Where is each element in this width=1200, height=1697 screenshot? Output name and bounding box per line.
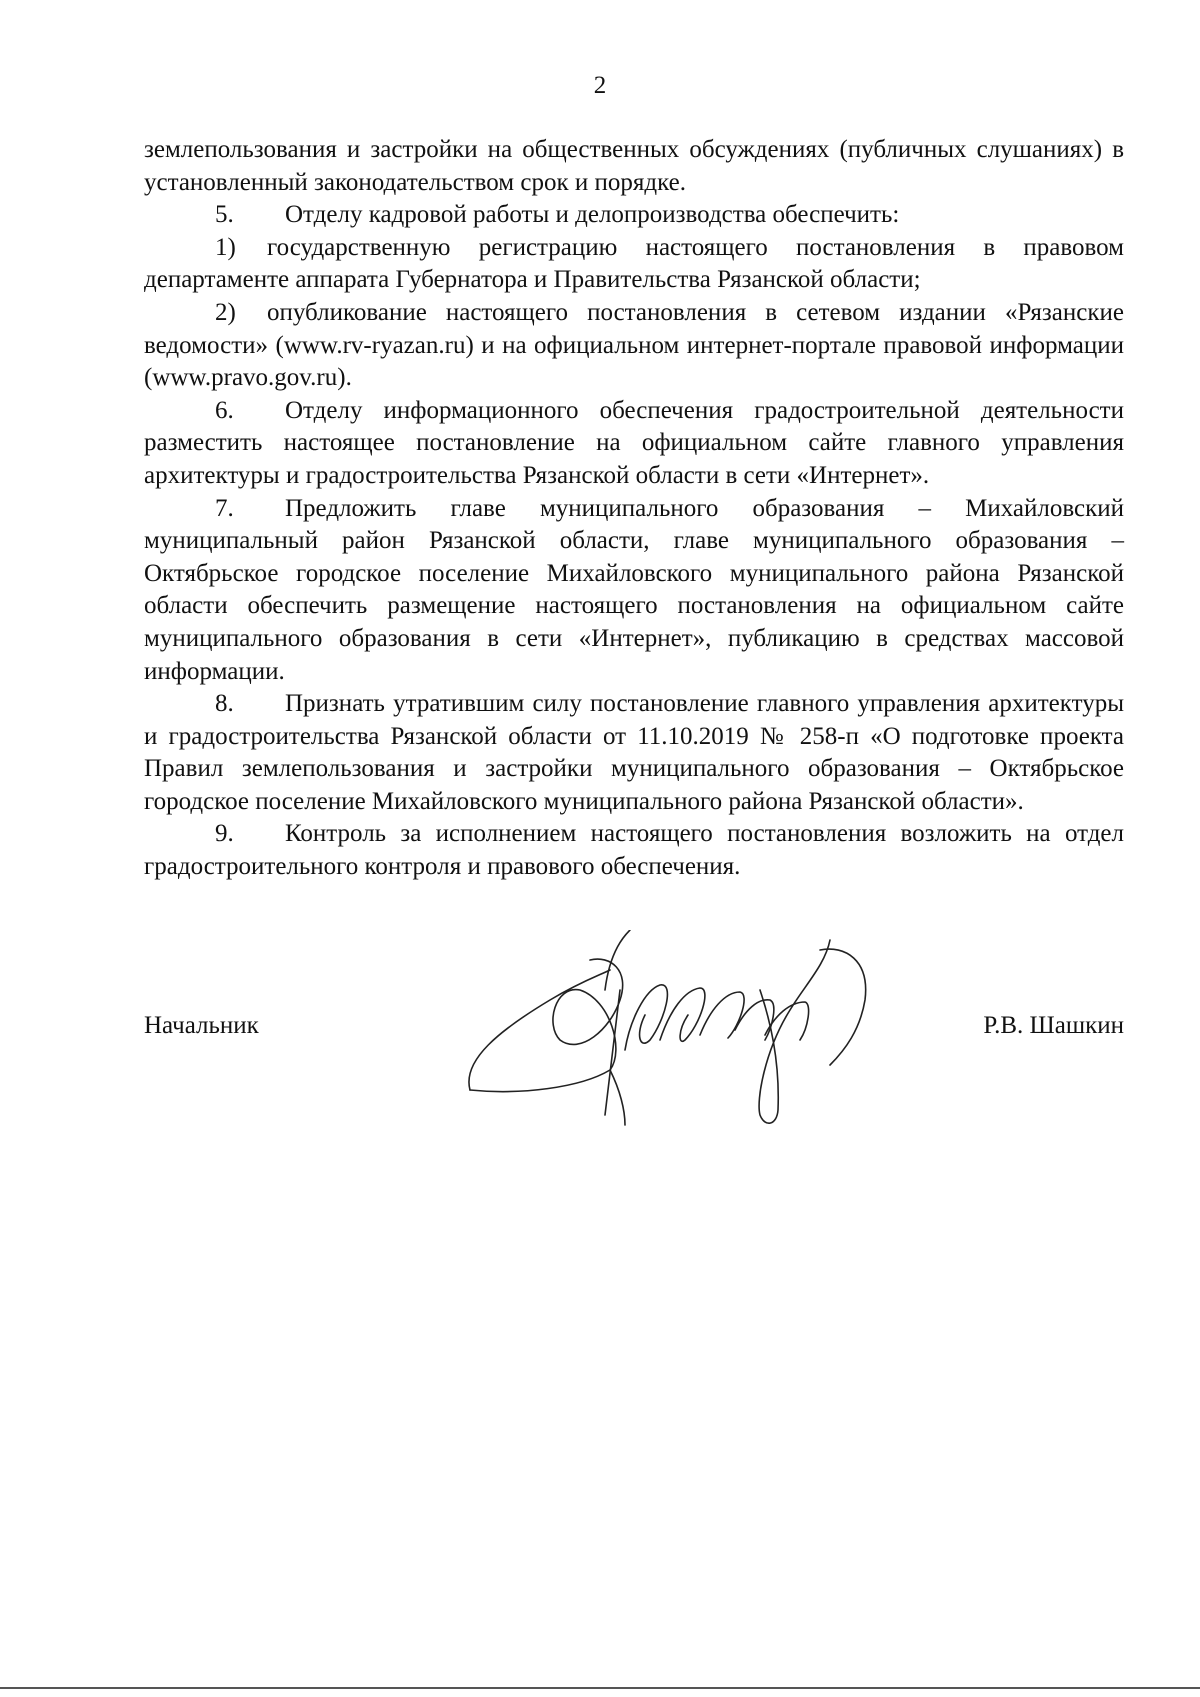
paragraph-text: Предложить главе муниципального образования – Михайловский муниципальный район Рязанской области, главе муниципального образования – Октябрьское городское поселение Михайловского муниципального района Рязанской области обеспечить размещение настоящего постановления на официальном сайте муниципального образования в сети «Интернет», публикацию в средствах массовой информации. bbox=[144, 494, 1124, 685]
paragraph-item-7 bbox=[144, 493, 1124, 689]
paragraph-continuation bbox=[144, 134, 1124, 199]
paragraph-text: Отделу информационного обеспечения градостроительной деятельности разместить настоящее постановление на официальном сайте главного управления архитектуры и градостроительства Рязанской области в сети «Интернет». bbox=[144, 396, 1124, 489]
scan-edge-divider bbox=[0, 1687, 1200, 1689]
signature-block bbox=[144, 1010, 1124, 1050]
document-body bbox=[144, 134, 1124, 884]
paragraph-number: 1) bbox=[215, 233, 236, 261]
paragraph-number: 6. bbox=[215, 396, 234, 424]
paragraph-number: 2) bbox=[215, 298, 236, 326]
paragraph-item-5 bbox=[144, 199, 1124, 232]
paragraph-number: 9. bbox=[215, 820, 234, 848]
paragraph-text: государственную регистрацию настоящего постановления в правовом департаменте аппарата Губернатора и Правительства Рязанской области; bbox=[144, 233, 1124, 294]
signatory-title: Начальник bbox=[144, 1012, 259, 1039]
paragraph-number: 7. bbox=[215, 494, 234, 522]
paragraph-item-6 bbox=[144, 395, 1124, 493]
page-number: 2 bbox=[593, 72, 607, 99]
paragraph-item-8 bbox=[144, 688, 1124, 818]
paragraph-number: 8. bbox=[215, 690, 234, 718]
paragraph-text: Отделу кадровой работы и делопроизводства обеспечить: bbox=[285, 201, 900, 229]
paragraph-item-9 bbox=[144, 818, 1124, 883]
paragraph-number: 5. bbox=[215, 201, 234, 229]
paragraph-text: Признать утратившим силу постановление главного управления архитектуры и градостроительства Рязанской области от 11.10.2019 № 258-п «О подготовке проекта Правил землепользования и застройки муниципального образования – Октябрьское городское поселение Михайловского муниципального района Рязанской области». bbox=[144, 690, 1124, 815]
paragraph-text: землепользования и застройки на общественных обсуждениях (публичных слушаниях) в установленный законодательством срок и порядке. bbox=[144, 136, 1124, 196]
signatory-name: Р.В. Шашкин bbox=[983, 1012, 1124, 1039]
paragraph-item-5-1 bbox=[144, 232, 1124, 297]
paragraph-text: Контроль за исполнением настоящего постановления возложить на отдел градостроительного контроля и правового обеспечения. bbox=[144, 820, 1124, 881]
paragraph-item-5-2 bbox=[144, 297, 1124, 395]
paragraph-text: опубликование настоящего постановления в сетевом издании «Рязанские ведомости» (www.rv-ryazan.ru) и на официальном интернет-портале правовой информации (www.pravo.gov.ru). bbox=[144, 298, 1124, 392]
